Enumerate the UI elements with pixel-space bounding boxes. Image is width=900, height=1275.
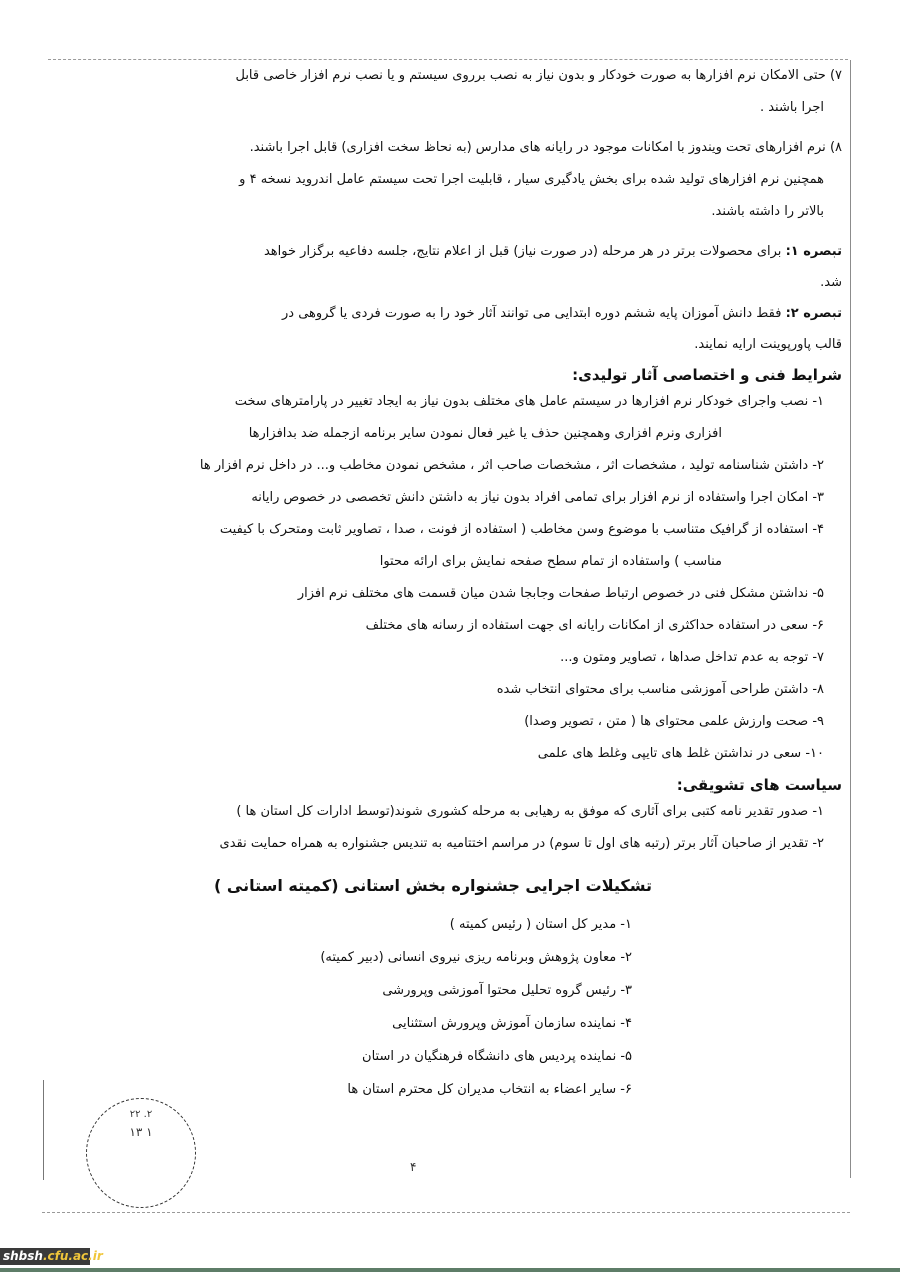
left-border-rule — [43, 1080, 44, 1180]
top-border-rule — [48, 59, 848, 60]
list-item: ۲- تقدیر از صاحبان آثار برتر (رتبه های اول تا سوم) در مراسم اختتامیه به تندیس جشنواره به همراه حمایت نقدی — [219, 836, 824, 851]
official-stamp — [86, 1098, 196, 1208]
list-item: ۲- معاون پژوهش وبرنامه ریزی نیروی انسانی (دبیر کمیته) — [320, 950, 632, 965]
section-title-technical: شرایط فنی و اختصاصی آثار تولیدی: — [572, 366, 842, 384]
list-item: ۱۰- سعی در نداشتن غلط های تایپی وغلط های علمی — [537, 746, 824, 761]
note-label: تبصره ۲: — [785, 306, 842, 321]
stamp-date: ۲۲ .۲ — [129, 1109, 153, 1120]
list-item: ۲- داشتن شناسنامه تولید ، مشخصات اثر ، مشخصات صاحب اثر ، مشخص نمودن مخاطب و... در داخل نرم افزار ها — [199, 458, 824, 473]
section-title-incentives: سیاست های تشویقی: — [676, 776, 842, 794]
item-text: نرم افزارهای تحت ویندوز با امکانات موجود در رایانه های مدارس (به نحاظ سخت افزاری) قابل اجرا باشند. — [249, 140, 826, 155]
document-body — [72, 62, 842, 1109]
watermark-suffix: .cfu.ac.ir — [42, 1249, 103, 1263]
page-number: ۴ — [410, 1160, 417, 1174]
list-item: ۸- داشتن طراحی آموزشی مناسب برای محتوای انتخاب شده — [496, 682, 824, 697]
item-text: بالاتر را داشته باشند. — [711, 204, 824, 219]
item-text: حتی الامکان نرم افزارها به صورت خودکار و بدون نیاز به نصب برروی سیستم و یا نصب نرم افزار خاصی قابل — [235, 68, 826, 83]
list-item: ۴- استفاده از گرافیک متناسب با موضوع وسن مخاطب ( استفاده از فونت ، صدا ، تصاویر ثابت ومتحرک با کیفیت — [219, 522, 824, 537]
bottom-border-rule — [42, 1212, 850, 1213]
list-item: ۵- نماینده پردیس های دانشگاه فرهنگیان در استان — [362, 1049, 632, 1064]
item-text: اجرا باشند . — [759, 100, 824, 115]
stamp-number: ۱۳ ۱ — [129, 1125, 153, 1139]
item-number: ۷) — [829, 68, 842, 83]
list-item-continuation: مناسب ) واستفاده از تمام سطح صفحه نمایش برای ارائه محتوا — [379, 554, 722, 569]
right-border-rule — [850, 60, 851, 1178]
site-watermark — [0, 1248, 103, 1265]
technical-list — [72, 388, 842, 772]
list-item: ۱- نصب واجرای خودکار نرم افزارها در سیستم عامل های مختلف بدون نیاز به ایجاد تغییر در پارامترهای سخت — [234, 394, 824, 409]
item-number: ۸) — [829, 140, 842, 155]
bottom-color-bar — [0, 1268, 900, 1272]
list-item: ۳- رئیس گروه تحلیل محتوا آموزشی وپرورشی — [382, 983, 632, 998]
note-2 — [72, 300, 842, 362]
watermark-prefix: shbsh — [3, 1249, 43, 1263]
list-item: ۳- امکان اجرا واستفاده از نرم افزار برای تمامی افراد بدون نیاز به داشتن دانش تخصصی در خصوص رایانه — [251, 490, 824, 505]
item-text: همچنین نرم افزارهای تولید شده برای بخش یادگیری سیار ، قابلیت اجرا تحت سیستم عامل اندروید نسخه ۴ و — [239, 172, 824, 187]
list-item: ۱- مدیر کل استان ( رئیس کمیته ) — [449, 917, 632, 932]
note-text: قالب پاورپوینت ارایه نمایند. — [694, 337, 842, 352]
list-item: ۶- سایر اعضاء به انتخاب مدیران کل محترم استان ها — [347, 1082, 632, 1097]
incentive-list — [72, 798, 842, 862]
intro-item-7 — [72, 62, 842, 126]
note-text: شد. — [820, 275, 842, 290]
list-item: ۹- صحت وارزش علمی محتوای ها ( متن ، تصویر وصدا) — [524, 714, 824, 729]
list-item-continuation: افزاری ونرم افزاری وهمچنین حذف یا غیر فعال نمودن سایر برنامه ازجمله ضد بدافزارها — [248, 426, 722, 441]
note-label: تبصره ۱: — [785, 244, 842, 259]
committee-list — [72, 911, 842, 1109]
intro-item-8 — [72, 134, 842, 230]
list-item: ۶- سعی در استفاده حداکثری از امکانات رایانه ای جهت استفاده از رسانه های مختلف — [365, 618, 824, 633]
section-title-committee: تشکیلات اجرایی جشنواره بخش استانی (کمیته استانی ) — [214, 876, 652, 895]
list-item: ۵- نداشتن مشکل فنی در خصوص ارتباط صفحات وجابجا شدن میان قسمت های مختلف نرم افزار — [297, 586, 824, 601]
list-item: ۷- توجه به عدم تداخل صداها ، تصاویر ومتون و... — [560, 650, 824, 665]
note-text: فقط دانش آموزان پایه ششم دوره ابتدایی می توانند آثار خود را به صورت فردی یا گروهی در — [282, 306, 782, 321]
list-item: ۴- نماینده سازمان آموزش وپرورش استثنایی — [392, 1016, 632, 1031]
note-1 — [72, 238, 842, 300]
list-item: ۱- صدور تقدیر نامه کتبی برای آثاری که موفق به رهیابی به مرحله کشوری شوند(توسط ادارات کل استان ها ) — [236, 804, 824, 819]
note-text: برای محصولات برتر در هر مرحله (در صورت نیاز) قبل از اعلام نتایج، جلسه دفاعیه برگزار خواهد — [263, 244, 782, 259]
